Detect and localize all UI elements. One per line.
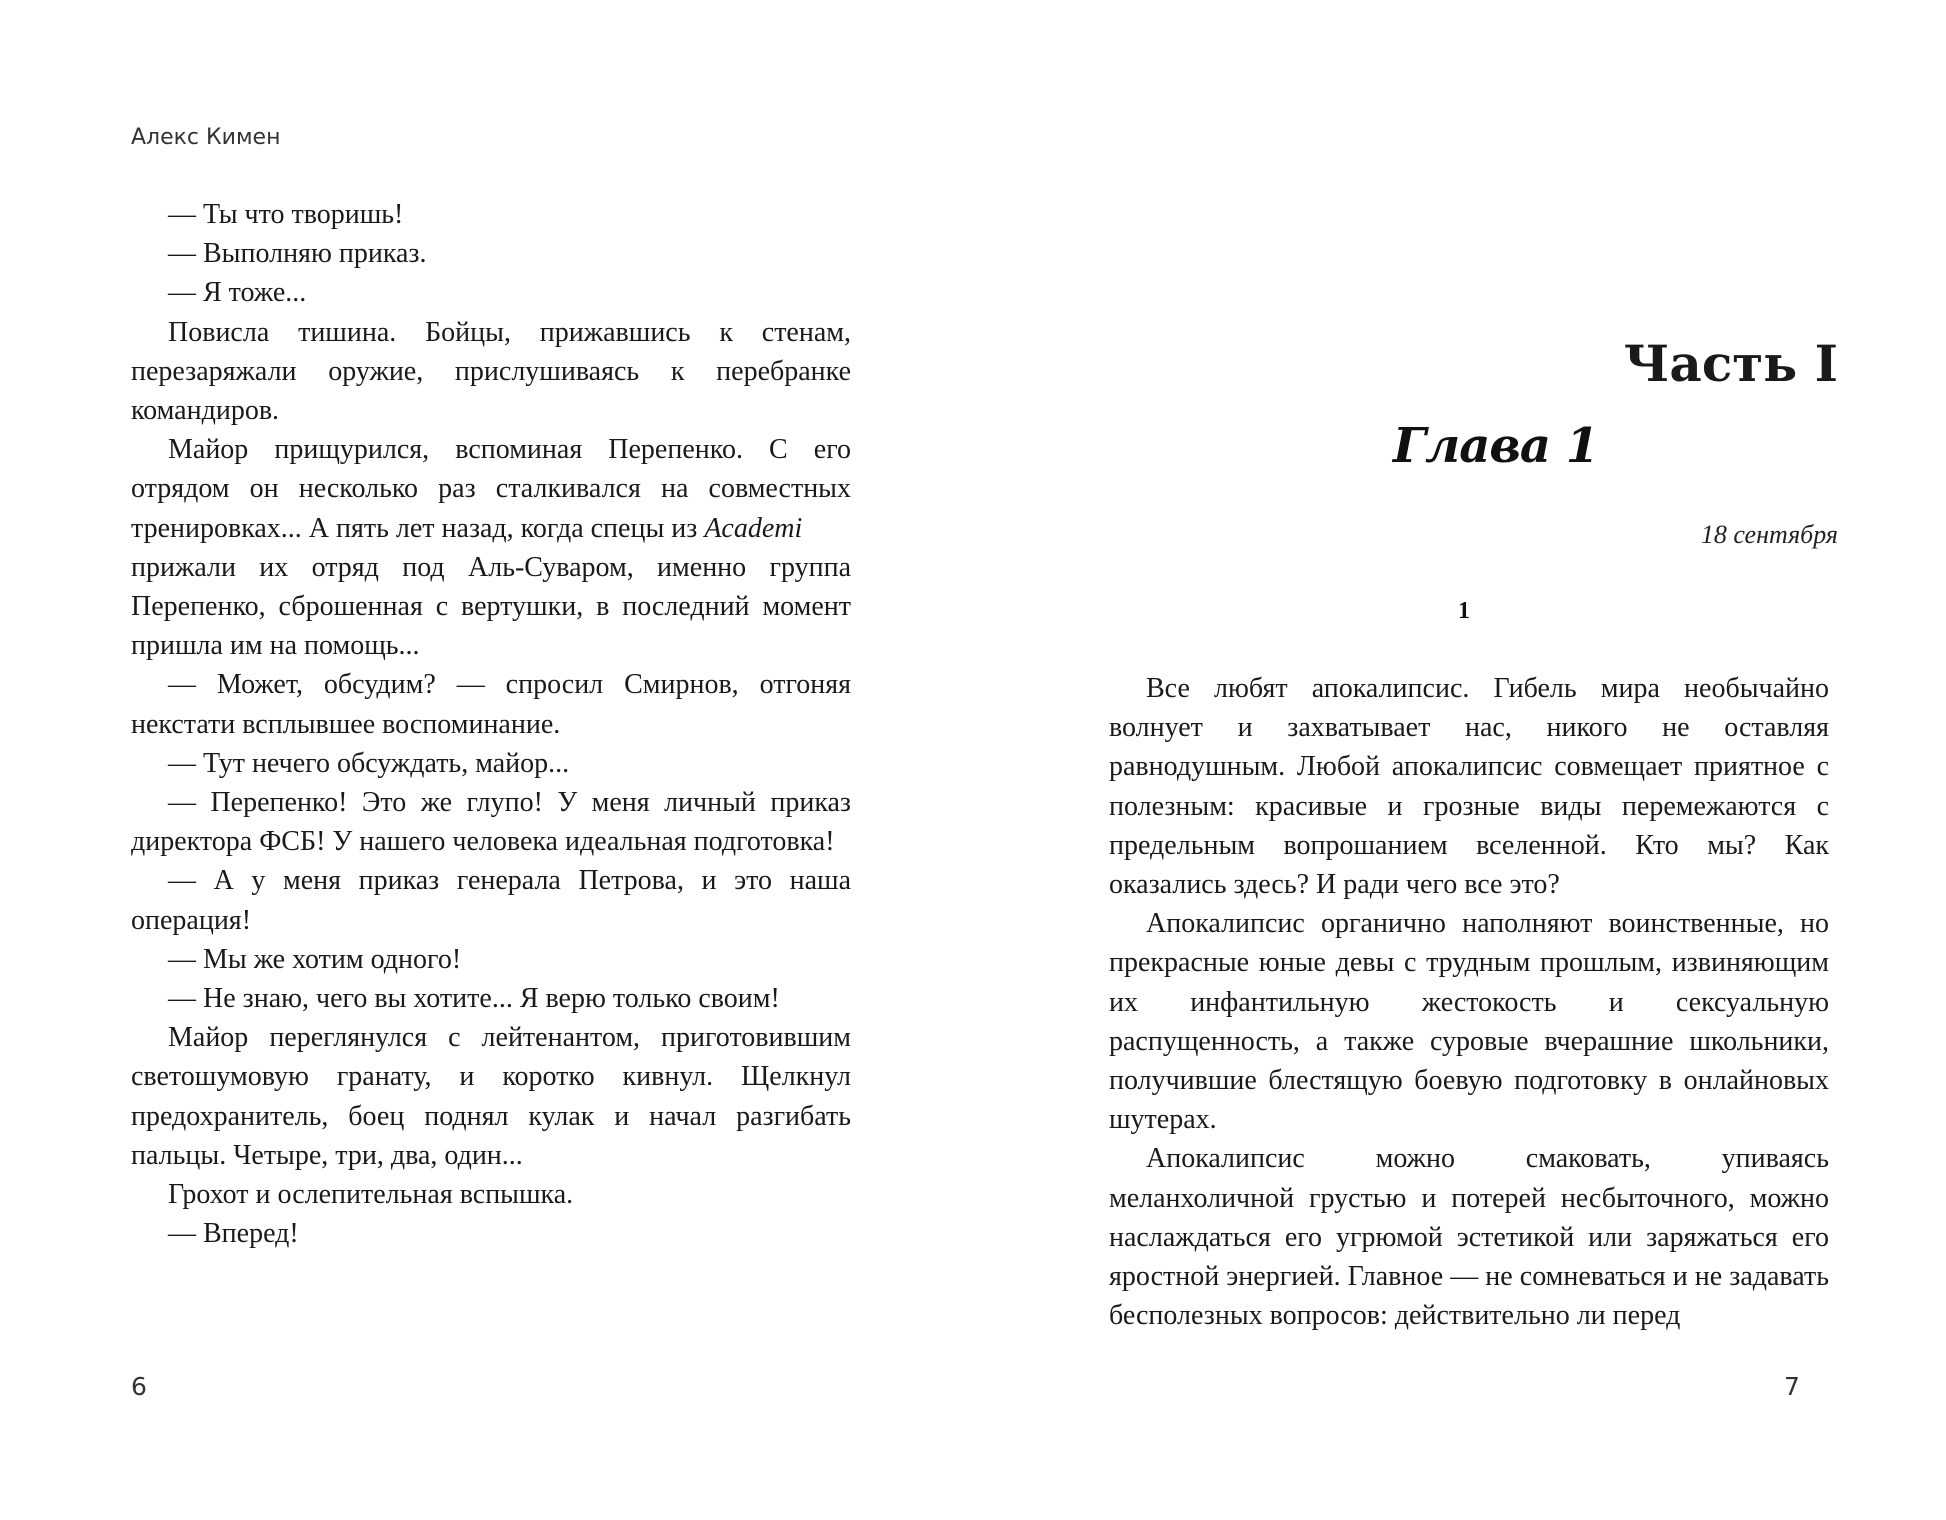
paragraph: Майор переглянулся с лейтенантом, приготовившим светошумовую гранату, и коротко кивнул. Щелкнул предохранитель, боец поднял кулак и начал разгибать пальцы. Четыре, три, два, один... [131, 1022, 851, 1171]
page-number-right: 7 [1784, 1372, 1800, 1401]
part-title: Часть I [1623, 334, 1838, 393]
chapter-title: Глава 1 [1393, 418, 1599, 474]
paragraph: — Может, обсудим? — спросил Смирнов, отгоняя некстати всплывшее воспоминание. [131, 669, 851, 740]
page-number-left: 6 [131, 1372, 147, 1401]
paragraph: — Ты что творишь! [168, 199, 404, 230]
right-page-body [1109, 669, 1829, 1335]
section-number: 1 [1458, 598, 1470, 624]
paragraph-part: Майор прищурился, вспоминая Перепенко. С его отрядом он несколько раз сталкивался на совместных тренировках... А пять лет назад, когда спецы из [131, 434, 851, 544]
paragraph-continued: прижали их отряд под Аль-Суваром, именно группа Перепенко, сброшенная с вертушки, в последний момент пришла им на помощь... [131, 551, 851, 662]
paragraph: Повисла тишина. Бойцы, прижавшись к стенам, перезаряжали оружие, прислушиваясь к перебранке командиров. [131, 316, 851, 427]
paragraph: Апокалипсис органично наполняют воинственные, но прекрасные юные девы с трудным прошлым, извиняющим их инфантильную жестокость и сексуальную распущенность, а также суровые вчерашние школьники, получившие блестящую боевую подготовку в онлайновых шутерах. [1109, 908, 1829, 1136]
paragraph: Все любят апокалипсис. Гибель мира необычайно волнует и захватывает нас, никого не оставляя равнодушным. Любой апокалипсис совмещает приятное с полезным: красивые и грозные виды перемежаются с предельным вопрошанием вселенной. Кто мы? Как оказались здесь? И ради чего все это? [1109, 673, 1829, 901]
running-head-author: Алекс Кимен [131, 125, 281, 150]
italic-word: Academi [704, 512, 803, 544]
right-page [973, 0, 1946, 1520]
paragraph: — Вперед! [168, 1218, 299, 1250]
left-page-body [131, 195, 851, 1253]
paragraph: — Мы же хотим одного! [168, 943, 462, 975]
paragraph: Грохот и ослепительная вспышка. [168, 1179, 574, 1211]
paragraph: — Выполняю приказ. [168, 238, 427, 270]
chapter-date: 18 сентября [1700, 520, 1838, 549]
paragraph-with-italic [131, 430, 851, 548]
paragraph: — Перепенко! Это же глупо! У меня личный приказ директора ФСБ! У нашего человека идеальная подготовка! [131, 787, 851, 858]
paragraph: Апокалипсис можно смаковать, упиваясь меланхоличной грустью и потерей несбыточного, можно наслаждаться его угрюмой эстетикой или заряжаться его яростной энергией. Главное — не сомневаться и не задавать бесполезных вопросов: действительно ли перед [1109, 1143, 1829, 1332]
paragraph: — Я тоже... [168, 277, 307, 309]
paragraph: — Не знаю, чего вы хотите... Я верю только своим! [168, 983, 780, 1015]
paragraph: — А у меня приказ генерала Петрова, и это наша операция! [131, 865, 851, 936]
paragraph: — Тут нечего обсуждать, майор... [168, 747, 570, 779]
